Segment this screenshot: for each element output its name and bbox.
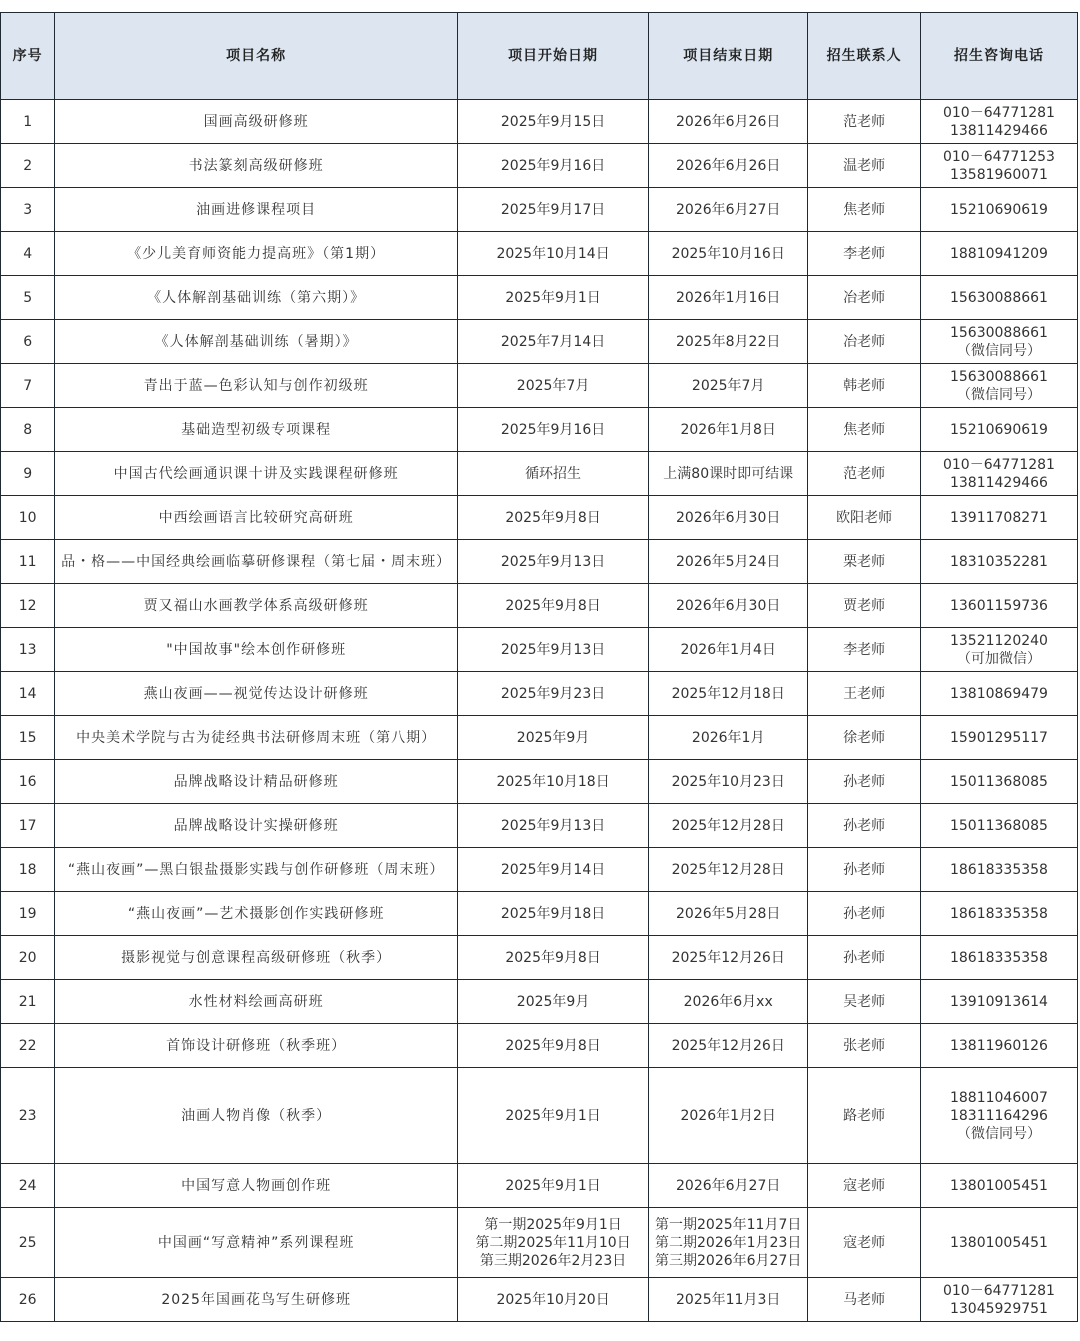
cell-no: 5 (1, 276, 55, 320)
cell-phone (920, 1208, 1077, 1278)
table-row (1, 232, 1078, 276)
cell-phone (920, 1024, 1077, 1068)
cell-phone-line: 13801005451 (949, 1234, 1048, 1251)
cell-no: 1 (1, 100, 55, 144)
cell-project-name: “燕山夜画”—艺术摄影创作实践研修班 (55, 892, 458, 936)
cell-start-date-line: 2025年7月 (516, 377, 590, 394)
cell-phone-line: （微信同号） (956, 342, 1041, 359)
table-row (1, 980, 1078, 1024)
cell-phone-line: 15630088661 (949, 324, 1048, 341)
cell-no: 20 (1, 936, 55, 980)
table-row (1, 540, 1078, 584)
cell-start-date (457, 232, 648, 276)
cell-phone (920, 628, 1077, 672)
cell-start-date-line: 2025年9月 (516, 729, 590, 746)
cell-project-name: 贾又福山水画教学体系高级研修班 (55, 584, 458, 628)
cell-no: 7 (1, 364, 55, 408)
table-row (1, 1024, 1078, 1068)
header-name: 项目名称 (55, 13, 458, 100)
cell-phone-line: （微信同号） (956, 386, 1041, 403)
cell-end-date-line: 2026年6月26日 (676, 157, 781, 174)
header-phone: 招生咨询电话 (920, 13, 1077, 100)
cell-phone (920, 672, 1077, 716)
cell-contact: 孙老师 (808, 848, 921, 892)
table-row (1, 276, 1078, 320)
cell-start-date-line: 2025年9月8日 (505, 1037, 601, 1054)
cell-phone-line: 010－64771281 (942, 456, 1055, 473)
cell-phone-line: 13811429466 (949, 474, 1048, 491)
cell-project-name: 青出于蓝—色彩认知与创作初级班 (55, 364, 458, 408)
cell-end-date-line: 2026年1月4日 (680, 641, 776, 658)
header-start-date: 项目开始日期 (457, 13, 648, 100)
cell-end-date-line: 2025年8月22日 (676, 333, 781, 350)
cell-no: 22 (1, 1024, 55, 1068)
cell-contact: 欧阳老师 (808, 496, 921, 540)
cell-contact: 路老师 (808, 1068, 921, 1164)
cell-end-date (649, 1164, 808, 1208)
cell-end-date-line: 第一期2025年11月7日 (655, 1216, 802, 1233)
cell-no: 14 (1, 672, 55, 716)
cell-contact: 孙老师 (808, 804, 921, 848)
header-row (1, 13, 1078, 100)
table-row (1, 1208, 1078, 1278)
cell-phone-line: 13601159736 (949, 597, 1048, 614)
cell-end-date-line: 2026年6月27日 (676, 1177, 781, 1194)
cell-no: 3 (1, 188, 55, 232)
table-row (1, 760, 1078, 804)
cell-start-date-line: 2025年9月18日 (500, 905, 606, 922)
cell-project-name: 中央美术学院与古为徒经典书法研修周末班（第八期） (55, 716, 458, 760)
cell-phone (920, 716, 1077, 760)
cell-phone-line: 15210690619 (949, 201, 1048, 218)
cell-phone-line: 18810941209 (949, 245, 1048, 262)
cell-phone (920, 232, 1077, 276)
cell-phone-line: 010－64771253 (942, 148, 1055, 165)
cell-phone-line: 18618335358 (949, 905, 1048, 922)
cell-start-date-line: 2025年9月16日 (500, 157, 606, 174)
cell-phone-line: 18310352281 (949, 553, 1048, 570)
cell-end-date (649, 364, 808, 408)
cell-contact: 张老师 (808, 1024, 921, 1068)
cell-contact: 范老师 (808, 452, 921, 496)
cell-start-date (457, 276, 648, 320)
header-no: 序号 (1, 13, 55, 100)
cell-start-date (457, 936, 648, 980)
cell-contact: 焦老师 (808, 188, 921, 232)
cell-no: 17 (1, 804, 55, 848)
cell-contact: 贾老师 (808, 584, 921, 628)
cell-end-date (649, 716, 808, 760)
cell-end-date-line: 2025年12月28日 (671, 861, 785, 878)
cell-start-date-line: 2025年9月1日 (505, 1177, 601, 1194)
cell-start-date (457, 144, 648, 188)
cell-start-date (457, 804, 648, 848)
cell-end-date (649, 320, 808, 364)
cell-contact: 徐老师 (808, 716, 921, 760)
cell-project-name: 首饰设计研修班（秋季班） (55, 1024, 458, 1068)
cell-end-date-line: 2025年10月16日 (671, 245, 785, 262)
cell-phone (920, 1278, 1077, 1322)
cell-phone (920, 1068, 1077, 1164)
cell-start-date (457, 100, 648, 144)
cell-phone-line: 15210690619 (949, 421, 1048, 438)
table-row (1, 364, 1078, 408)
cell-start-date (457, 496, 648, 540)
cell-contact: 冶老师 (808, 276, 921, 320)
cell-start-date-line: 2025年10月14日 (496, 245, 610, 262)
cell-start-date-line: 2025年9月8日 (505, 949, 601, 966)
cell-phone-line: 15901295117 (949, 729, 1048, 746)
cell-contact: 孙老师 (808, 936, 921, 980)
cell-phone (920, 584, 1077, 628)
header-end-date: 项目结束日期 (649, 13, 808, 100)
cell-phone-line: 15630088661 (949, 368, 1048, 385)
cell-end-date (649, 188, 808, 232)
cell-start-date-line: 2025年9月13日 (500, 817, 606, 834)
cell-contact: 李老师 (808, 628, 921, 672)
cell-project-name: 品牌战略设计实操研修班 (55, 804, 458, 848)
cell-project-name: 书法篆刻高级研修班 (55, 144, 458, 188)
cell-phone (920, 144, 1077, 188)
cell-start-date-line: 2025年9月1日 (505, 1107, 601, 1124)
cell-phone-line: 18618335358 (949, 949, 1048, 966)
cell-contact: 冶老师 (808, 320, 921, 364)
cell-end-date-line: 第三期2026年6月27日 (655, 1252, 802, 1269)
cell-phone-line: 13045929751 (949, 1300, 1048, 1317)
cell-start-date-line: 2025年7月14日 (500, 333, 606, 350)
cell-start-date-line: 第二期2025年11月10日 (475, 1234, 631, 1251)
cell-contact: 韩老师 (808, 364, 921, 408)
cell-end-date (649, 408, 808, 452)
cell-start-date-line: 2025年9月23日 (500, 685, 606, 702)
cell-end-date (649, 452, 808, 496)
cell-start-date (457, 848, 648, 892)
cell-contact: 栗老师 (808, 540, 921, 584)
table-row (1, 100, 1078, 144)
table-row (1, 1068, 1078, 1164)
cell-phone-line: 18811046007 (949, 1089, 1048, 1106)
cell-phone (920, 364, 1077, 408)
cell-no: 24 (1, 1164, 55, 1208)
cell-start-date (457, 364, 648, 408)
cell-no: 8 (1, 408, 55, 452)
cell-end-date (649, 232, 808, 276)
cell-end-date-line: 2026年6月27日 (676, 201, 781, 218)
table-row (1, 628, 1078, 672)
cell-start-date (457, 628, 648, 672)
cell-phone-line: 15011368085 (949, 817, 1048, 834)
cell-phone (920, 936, 1077, 980)
cell-end-date (649, 760, 808, 804)
course-table (0, 12, 1078, 1322)
cell-no: 4 (1, 232, 55, 276)
cell-end-date (649, 892, 808, 936)
cell-start-date (457, 1068, 648, 1164)
table-row (1, 672, 1078, 716)
table-row (1, 408, 1078, 452)
table-row (1, 188, 1078, 232)
cell-phone (920, 408, 1077, 452)
cell-phone-line: （可加微信） (956, 650, 1041, 667)
cell-project-name: “燕山夜画”—黑白银盐摄影实践与创作研修班（周末班） (55, 848, 458, 892)
cell-contact: 范老师 (808, 100, 921, 144)
cell-no: 16 (1, 760, 55, 804)
cell-contact: 李老师 (808, 232, 921, 276)
cell-project-name: 《少儿美育师资能力提高班》（第1期） (55, 232, 458, 276)
cell-no: 10 (1, 496, 55, 540)
cell-end-date (649, 276, 808, 320)
cell-end-date-line: 上满80课时即可结课 (663, 465, 794, 482)
cell-end-date (649, 848, 808, 892)
cell-project-name: 《人体解剖基础训练（第六期）》 (55, 276, 458, 320)
cell-project-name: 《人体解剖基础训练（暑期）》 (55, 320, 458, 364)
cell-no: 9 (1, 452, 55, 496)
cell-end-date (649, 804, 808, 848)
cell-phone-line: 13811960126 (949, 1037, 1048, 1054)
cell-no: 11 (1, 540, 55, 584)
cell-end-date (649, 100, 808, 144)
cell-project-name: 品牌战略设计精品研修班 (55, 760, 458, 804)
cell-end-date-line: 第二期2026年1月23日 (655, 1234, 802, 1251)
cell-contact: 王老师 (808, 672, 921, 716)
cell-phone (920, 980, 1077, 1024)
cell-end-date-line: 2026年1月 (691, 729, 765, 746)
table-row (1, 144, 1078, 188)
cell-start-date (457, 760, 648, 804)
cell-start-date-line: 第一期2025年9月1日 (484, 1216, 622, 1233)
table-row (1, 936, 1078, 980)
cell-end-date (649, 1208, 808, 1278)
cell-end-date (649, 584, 808, 628)
cell-start-date (457, 540, 648, 584)
cell-phone-line: 13521120240 (949, 632, 1048, 649)
cell-start-date (457, 1278, 648, 1322)
cell-phone (920, 760, 1077, 804)
table-row (1, 716, 1078, 760)
cell-phone-line: 18618335358 (949, 861, 1048, 878)
cell-project-name: 国画高级研修班 (55, 100, 458, 144)
cell-project-name: 油画人物肖像（秋季） (55, 1068, 458, 1164)
cell-end-date-line: 2026年1月16日 (676, 289, 781, 306)
cell-phone-line: 13910913614 (949, 993, 1048, 1010)
cell-project-name: 中西绘画语言比较研究高研班 (55, 496, 458, 540)
cell-end-date-line: 2026年6月26日 (676, 113, 781, 130)
cell-project-name: "中国故事"绘本创作研修班 (55, 628, 458, 672)
cell-start-date (457, 408, 648, 452)
cell-start-date (457, 452, 648, 496)
cell-end-date-line: 2025年12月26日 (671, 1037, 785, 1054)
cell-end-date-line: 2025年12月28日 (671, 817, 785, 834)
cell-project-name: 中国古代绘画通识课十讲及实践课程研修班 (55, 452, 458, 496)
table-row (1, 1164, 1078, 1208)
cell-contact: 孙老师 (808, 760, 921, 804)
cell-end-date (649, 496, 808, 540)
cell-phone-line: 13581960071 (949, 166, 1048, 183)
cell-phone (920, 804, 1077, 848)
cell-contact: 吴老师 (808, 980, 921, 1024)
cell-phone-line: 13810869479 (949, 685, 1048, 702)
cell-phone-line: 18311164296 (949, 1107, 1048, 1124)
cell-end-date-line: 2026年5月28日 (676, 905, 781, 922)
cell-no: 12 (1, 584, 55, 628)
cell-end-date-line: 2026年5月24日 (676, 553, 781, 570)
cell-end-date (649, 628, 808, 672)
cell-start-date (457, 188, 648, 232)
cell-end-date (649, 1068, 808, 1164)
cell-phone-line: 010－64771281 (942, 104, 1055, 121)
cell-project-name: 中国写意人物画创作班 (55, 1164, 458, 1208)
cell-phone-line: 010－64771281 (942, 1282, 1055, 1299)
cell-contact: 马老师 (808, 1278, 921, 1322)
cell-start-date-line: 循环招生 (525, 465, 582, 482)
cell-start-date-line: 2025年10月20日 (496, 1291, 610, 1308)
cell-project-name: 品・格——中国经典绘画临摹研修课程（第七届・周末班） (55, 540, 458, 584)
table-row (1, 320, 1078, 364)
cell-end-date-line: 2026年1月8日 (680, 421, 776, 438)
cell-phone-line: 13811429466 (949, 122, 1048, 139)
cell-no: 25 (1, 1208, 55, 1278)
cell-phone-line: 15630088661 (949, 289, 1048, 306)
cell-end-date-line: 2025年11月3日 (676, 1291, 781, 1308)
table-row (1, 584, 1078, 628)
cell-contact: 寇老师 (808, 1164, 921, 1208)
cell-phone (920, 540, 1077, 584)
cell-no: 26 (1, 1278, 55, 1322)
header-contact: 招生联系人 (808, 13, 921, 100)
cell-no: 18 (1, 848, 55, 892)
cell-start-date-line: 2025年9月17日 (500, 201, 606, 218)
cell-end-date (649, 540, 808, 584)
cell-start-date-line: 2025年9月15日 (500, 113, 606, 130)
cell-end-date (649, 936, 808, 980)
cell-project-name: 2025年国画花鸟写生研修班 (55, 1278, 458, 1322)
cell-contact: 焦老师 (808, 408, 921, 452)
cell-start-date-line: 2025年9月16日 (500, 421, 606, 438)
cell-no: 23 (1, 1068, 55, 1164)
cell-no: 13 (1, 628, 55, 672)
cell-no: 6 (1, 320, 55, 364)
cell-start-date (457, 892, 648, 936)
cell-phone (920, 892, 1077, 936)
cell-phone (920, 188, 1077, 232)
cell-end-date-line: 2025年12月26日 (671, 949, 785, 966)
cell-end-date (649, 144, 808, 188)
cell-end-date-line: 2025年7月 (691, 377, 765, 394)
cell-phone (920, 848, 1077, 892)
cell-start-date-line: 2025年9月 (516, 993, 590, 1010)
table-row (1, 848, 1078, 892)
cell-start-date (457, 1024, 648, 1068)
cell-project-name: 油画进修课程项目 (55, 188, 458, 232)
cell-start-date-line: 2025年9月8日 (505, 597, 601, 614)
cell-contact: 温老师 (808, 144, 921, 188)
cell-contact: 寇老师 (808, 1208, 921, 1278)
cell-phone (920, 1164, 1077, 1208)
cell-phone-line: 13801005451 (949, 1177, 1048, 1194)
cell-phone-line: 15011368085 (949, 773, 1048, 790)
cell-start-date (457, 980, 648, 1024)
cell-end-date (649, 1024, 808, 1068)
cell-start-date (457, 716, 648, 760)
cell-phone (920, 496, 1077, 540)
cell-project-name: 水性材料绘画高研班 (55, 980, 458, 1024)
cell-end-date-line: 2026年6月30日 (676, 509, 781, 526)
cell-phone (920, 320, 1077, 364)
table-row (1, 892, 1078, 936)
cell-start-date-line: 2025年10月18日 (496, 773, 610, 790)
cell-start-date-line: 2025年9月13日 (500, 553, 606, 570)
cell-end-date-line: 2025年12月18日 (671, 685, 785, 702)
table-row (1, 804, 1078, 848)
table-row (1, 452, 1078, 496)
cell-no: 2 (1, 144, 55, 188)
table-row (1, 1278, 1078, 1322)
cell-end-date (649, 1278, 808, 1322)
cell-end-date-line: 2026年6月30日 (676, 597, 781, 614)
cell-phone-line: 13911708271 (949, 509, 1048, 526)
cell-start-date-line: 2025年9月1日 (505, 289, 601, 306)
cell-end-date (649, 672, 808, 716)
cell-start-date-line: 第三期2026年2月23日 (479, 1252, 627, 1269)
cell-contact: 孙老师 (808, 892, 921, 936)
cell-start-date (457, 320, 648, 364)
cell-no: 19 (1, 892, 55, 936)
cell-start-date (457, 1208, 648, 1278)
cell-end-date (649, 980, 808, 1024)
cell-end-date-line: 2025年10月23日 (671, 773, 785, 790)
cell-project-name: 摄影视觉与创意课程高级研修班（秋季） (55, 936, 458, 980)
cell-phone (920, 452, 1077, 496)
cell-start-date (457, 1164, 648, 1208)
cell-project-name: 基础造型初级专项课程 (55, 408, 458, 452)
cell-project-name: 燕山夜画——视觉传达设计研修班 (55, 672, 458, 716)
cell-start-date-line: 2025年9月14日 (500, 861, 606, 878)
cell-no: 15 (1, 716, 55, 760)
cell-start-date-line: 2025年9月13日 (500, 641, 606, 658)
cell-end-date-line: 2026年1月2日 (680, 1107, 776, 1124)
table-row (1, 496, 1078, 540)
cell-no: 21 (1, 980, 55, 1024)
cell-phone-line: （微信同号） (956, 1125, 1041, 1142)
cell-start-date-line: 2025年9月8日 (505, 509, 601, 526)
cell-project-name: 中国画“写意精神”系列课程班 (55, 1208, 458, 1278)
cell-end-date-line: 2026年6月xx (683, 993, 773, 1010)
cell-start-date (457, 584, 648, 628)
cell-phone (920, 276, 1077, 320)
cell-start-date (457, 672, 648, 716)
cell-phone (920, 100, 1077, 144)
